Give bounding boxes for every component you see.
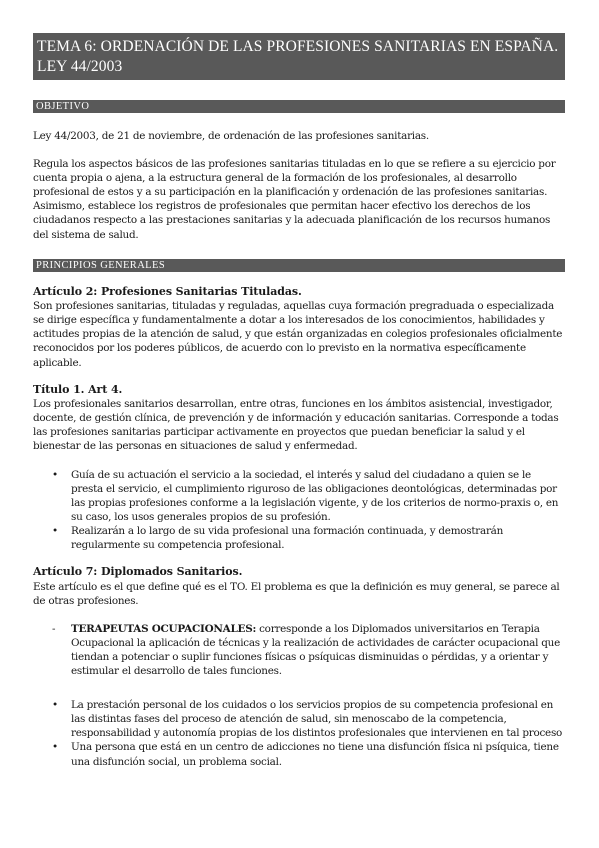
bullet-icon: • [52, 741, 58, 754]
article-2-text: Son profesiones sanitarias, tituladas y reguladas, aquellas cuya formación pregraduada o especializada se dirige específica y fundamentalmente a dotar a los interesados de los conocimientos, habilidades y actitudes propias de la atención de salud, y que están organizadas en colegios profesionales oficialmente reconocidos por los poderes públicos, de acuerdo con lo previsto en la normativa específicamente aplicable. [33, 300, 563, 369]
list-item [33, 698, 565, 740]
list-item [33, 622, 565, 678]
article-7-bullet-list [33, 698, 565, 768]
dash-icon: - [52, 622, 56, 635]
bullet-icon: • [52, 699, 58, 712]
bullet-icon: • [52, 468, 58, 481]
list-item-text: La prestación personal de los cuidados o los servicios propios de su competencia profesional en las distintas fases del proceso de atención de salud, sin menoscabo de la competencia, responsabilidad y autonomía propias de los distintos profesionales que intervienen en tal proceso [71, 699, 563, 740]
document-page [33, 33, 565, 769]
titulo-1-heading: Título 1. Art 4. [33, 382, 123, 396]
list-item [33, 740, 565, 768]
objetivo-description: Regula los aspectos básicos de las profesiones sanitarias tituladas en lo que se refiere a su ejercicio por cuenta propia o ajena, a la estructura general de la formación de los profesionales, al desarrollo profesional de estos y a su participación en la planificación y ordenación de las profesiones sanitarias. Asimismo, establece los registros de profesionales que permitan hacer efectivo los derechos de los ciudadanos respecto a las prestaciones sanitarias y la adecuada planificación de los recursos humanos del sistema de salud. [33, 158, 556, 241]
titulo-1-text: Los profesionales sanitarios desarrollan, entre otras, funciones en los ámbitos asistencial, investigador, docente, de gestión clínica, de prevención y de información y educación sanitarias. Corresponde a todas las profesiones sanitarias participar activamente en proyectos que puedan beneficiar la salud y el bienestar de las personas en situaciones de salud y enfermedad. [33, 398, 559, 453]
document-title: TEMA 6: ORDENACIÓN DE LAS PROFESIONES SANITARIAS EN ESPAÑA. LEY 44/2003 [33, 33, 565, 80]
article-7-heading: Artículo 7: Diplomados Sanitarios. [33, 565, 243, 579]
list-item [33, 524, 565, 552]
objetivo-law-reference: Ley 44/2003, de 21 de noviembre, de ordenación de las profesiones sanitarias. [33, 130, 429, 142]
list-item-text: Una persona que está en un centro de adicciones no tiene una disfunción física ni psíquica, tiene una disfunción social, un problema social. [71, 741, 559, 768]
list-item-text: Realizarán a lo largo de su vida profesional una formación continuada, y demostrarán regularmente su competencia profesional. [71, 524, 504, 551]
section-header-objetivo: OBJETIVO [33, 100, 565, 113]
titulo-1-bullet-list [33, 468, 565, 553]
section-header-principios: PRINCIPIOS GENERALES [33, 259, 565, 272]
terapeutas-ocupacionales-term: TERAPEUTAS OCUPACIONALES: [71, 622, 257, 635]
article-2-heading: Artículo 2: Profesiones Sanitarias Tituladas. [33, 284, 302, 298]
list-item-text: Guía de su actuación el servicio a la sociedad, el interés y salud del ciudadano a quien se le presta el servicio, el cumplimiento riguroso de las obligaciones deontológicas, determinadas por las propias profesiones conforme a la legislación vigente, y de los criterios de normo-praxis o, en su caso, los usos generales propios de su profesión. [71, 468, 559, 523]
terapeutas-ocupacionales-definition: corresponde a los Diplomados universitarios en Terapia Ocupacional la aplicación de técnicas y la realización de actividades de carácter ocupacional que tiendan a potenciar o suplir funciones físicas o psíquicas disminuidas o pérdidas, y a orientar y estimular el desarrollo de tales funciones. [71, 622, 560, 678]
bullet-icon: • [52, 524, 58, 537]
list-item [33, 468, 565, 524]
article-7-dash-list [33, 622, 565, 678]
article-7-text: Este artículo es el que define qué es el TO. El problema es que la definición es muy general, se parece al de otras profesiones. [33, 580, 560, 607]
